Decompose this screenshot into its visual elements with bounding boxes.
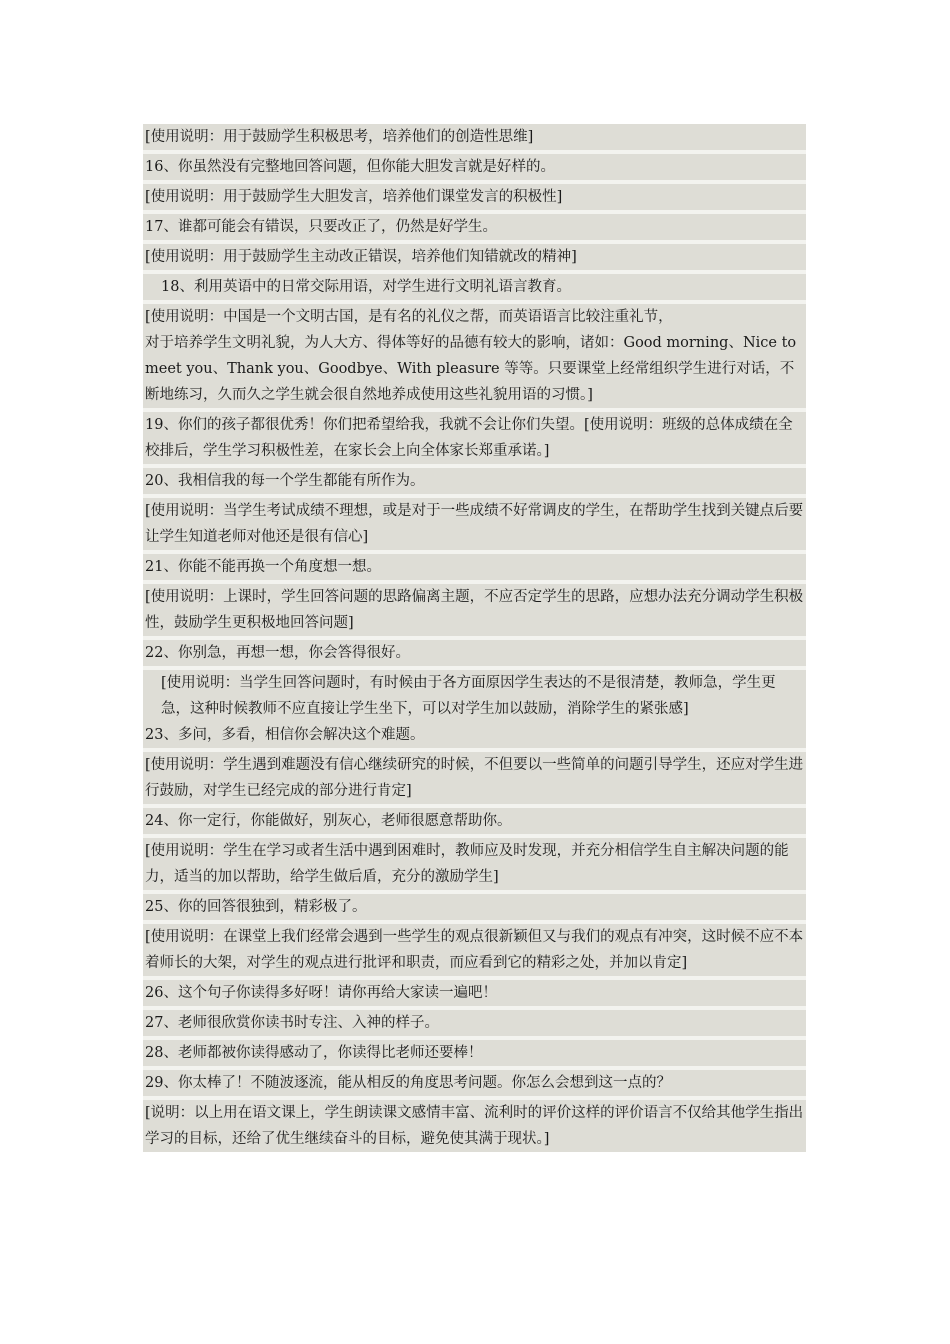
- paragraph: [说明：以上用在语文课上，学生朗读课文感情丰富、流利时的评价这样的评价语言不仅给其他学生指出学习的目标，还给了优生继续奋斗的目标，避免使其满于现状。]: [145, 1105, 804, 1147]
- paragraph: 26、这个句子你读得多好呀！请你再给大家读一遍吧！: [143, 980, 806, 1010]
- paragraph: 25、你的回答很独到，精彩极了。: [143, 894, 806, 924]
- paragraph: 对于培养学生文明礼貌，为人大方、得体等好的品德有较大的影响，诸如：Good morning、Nice to meet you、Thank you、Goodbye、With pleasure 等等。只要课堂上经常组织学生进行对话，不断地练习，久而久之学生就会很自然地养成使用这些礼貌用语的习惯。]: [143, 330, 806, 412]
- paragraph: [使用说明：上课时，学生回答问题的思路偏离主题，不应否定学生的思路，应想办法充分调动学生积极性，鼓励学生更积极地回答问题]: [143, 584, 806, 640]
- paragraph: 20、我相信我的每一个学生都能有所作为。: [143, 468, 806, 498]
- paragraph: 27、老师很欣赏你读书时专注、入神的样子。: [143, 1010, 806, 1040]
- paragraph: 18、利用英语中的日常交际用语，对学生进行文明礼语言教育。: [143, 274, 806, 304]
- paragraph: 22、你别急，再想一想，你会答得很好。: [143, 640, 806, 670]
- paragraph: 19、你们的孩子都很优秀！你们把希望给我，我就不会让你们失望。[使用说明：班级的总体成绩在全校排后，学生学习积极性差，在家长会上向全体家长郑重承诺。]: [143, 412, 806, 468]
- paragraph: 24、你一定行，你能做好，别灰心，老师很愿意帮助你。: [143, 808, 806, 838]
- paragraph: 16、你虽然没有完整地回答问题，但你能大胆发言就是好样的。: [143, 154, 806, 184]
- paragraph: [使用说明：用于鼓励学生主动改正错误，培养他们知错就改的精神]: [143, 244, 806, 274]
- paragraph: [使用说明：学生在学习或者生活中遇到困难时，教师应及时发现，并充分相信学生自主解决问题的能力，适当的加以帮助，给学生做后盾，充分的激励学生]: [143, 838, 806, 894]
- paragraph: 29、你太棒了！不随波逐流，能从相反的角度思考问题。你怎么会想到这一点的？: [143, 1070, 806, 1100]
- paragraph: [使用说明：用于鼓励学生积极思考，培养他们的创造性思维]: [143, 124, 806, 154]
- paragraph: [使用说明：学生遇到难题没有信心继续研究的时候，不但要以一些简单的问题引导学生，还应对学生进行鼓励，对学生已经完成的部分进行肯定]: [143, 752, 806, 808]
- paragraph: 21、你能不能再换一个角度想一想。: [143, 554, 806, 584]
- paragraph: 28、老师都被你读得感动了，你读得比老师还要棒！: [143, 1040, 806, 1070]
- paragraph: [使用说明：在课堂上我们经常会遇到一些学生的观点很新颖但又与我们的观点有冲突，这时候不应不本着师长的大架，对学生的观点进行批评和职责，而应看到它的精彩之处，并加以肯定]: [143, 924, 806, 980]
- document-body: [143, 124, 806, 1152]
- paragraph: 17、谁都可能会有错误，只要改正了，仍然是好学生。: [143, 214, 806, 244]
- paragraph: [使用说明：当学生考试成绩不理想，或是对于一些成绩不好常调皮的学生，在帮助学生找到关键点后要让学生知道老师对他还是很有信心]: [143, 498, 806, 554]
- paragraph: 23、多问，多看，相信你会解决这个难题。: [143, 722, 806, 752]
- paragraph: [使用说明：用于鼓励学生大胆发言，培养他们课堂发言的积极性]: [143, 184, 806, 214]
- paragraph: [使用说明：中国是一个文明古国，是有名的礼仪之帮，而英语语言比较注重礼节，: [145, 309, 673, 325]
- paragraph: [使用说明：当学生回答问题时，有时候由于各方面原因学生表达的不是很清楚，教师急，学生更急，这种时候教师不应直接让学生坐下，可以对学生加以鼓励，消除学生的紧张感]: [161, 675, 776, 717]
